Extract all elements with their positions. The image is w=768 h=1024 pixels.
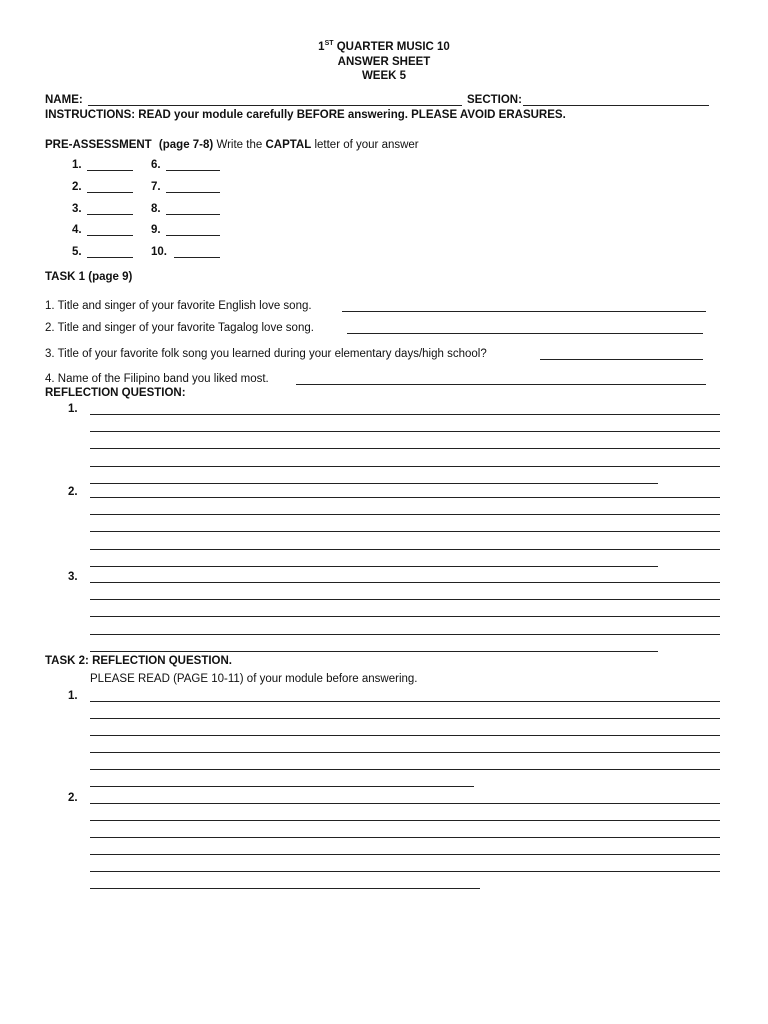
pre-item-number: 9. [151,224,161,236]
pre-answer-blank[interactable] [174,257,220,258]
pre-answer-blank[interactable] [87,257,133,258]
task2-answer-line[interactable] [90,735,720,736]
task1-page: (page 9) [88,271,133,283]
reflection-answer-line[interactable] [90,431,720,432]
pre-assessment-instr-a: Write the [216,139,263,151]
pre-answer-blank[interactable] [166,192,220,193]
task1-heading [45,270,132,284]
reflection-number: 2. [68,486,78,498]
pre-answer-blank[interactable] [87,214,133,215]
pre-assessment-page: (page 7-8) [158,139,214,151]
section-label: SECTION: [467,94,522,106]
task2-answer-line[interactable] [90,752,720,753]
pre-item-number: 3. [72,203,82,215]
pre-item-number: 1. [72,159,82,171]
task2-answer-line[interactable] [90,803,720,804]
reflection-number: 3. [68,571,78,583]
pre-assessment-label: PRE-ASSESSMENT [45,139,152,151]
reflection-heading: REFLECTION QUESTION: [45,387,186,399]
pre-answer-blank[interactable] [87,170,133,171]
pre-assessment-instr-b: CAPTAL [265,139,312,151]
quarter-superscript: ST [324,40,334,47]
answer-sheet-title: ANSWER SHEET [337,56,431,68]
week-title: WEEK 5 [361,70,407,82]
pre-item-number: 6. [151,159,161,171]
reflection-answer-line[interactable] [90,483,658,484]
task2-answer-line[interactable] [90,701,720,702]
reflection-answer-line[interactable] [90,634,720,635]
pre-assessment-heading [45,138,419,152]
task2-answer-line[interactable] [90,769,720,770]
task2-answer-line[interactable] [90,718,720,719]
task1-answer-3[interactable] [540,359,703,360]
reflection-number: 1. [68,403,78,415]
reflection-answer-line[interactable] [90,466,720,467]
pre-answer-blank[interactable] [166,170,220,171]
pre-answer-blank[interactable] [87,235,133,236]
task1-question-1: 1. Title and singer of your favorite English love song. [45,300,312,312]
reflection-answer-line[interactable] [90,549,720,550]
quarter-number: 1 [318,41,325,53]
reflection-answer-line[interactable] [90,616,720,617]
pre-item-number: 4. [72,224,82,236]
task2-answer-line[interactable] [90,871,720,872]
task2-instruction: PLEASE READ (PAGE 10-11) of your module before answering. [90,673,418,685]
pre-item-number: 5. [72,246,82,258]
pre-answer-blank[interactable] [87,192,133,193]
task2-answer-line[interactable] [90,854,720,855]
reflection-answer-line[interactable] [90,448,720,449]
task1-question-2: 2. Title and singer of your favorite Tagalog love song. [45,322,314,334]
task2-number: 1. [68,690,78,702]
quarter-title [0,40,768,54]
task2-number: 2. [68,792,78,804]
reflection-answer-line[interactable] [90,582,720,583]
instructions: INSTRUCTIONS: READ your module carefully BEFORE answering. PLEASE AVOID ERASURES. [45,109,566,121]
reflection-answer-line[interactable] [90,531,720,532]
task2-answer-line[interactable] [90,888,480,889]
task2-answer-line[interactable] [90,820,720,821]
quarter-title-text: QUARTER MUSIC 10 [336,41,450,53]
task1-answer-1[interactable] [342,311,706,312]
pre-item-number: 7. [151,181,161,193]
pre-assessment-instr-c: letter of your answer [314,139,419,151]
pre-answer-blank[interactable] [166,214,220,215]
pre-item-number: 8. [151,203,161,215]
task2-answer-line[interactable] [90,786,474,787]
task2-heading: TASK 2: REFLECTION QUESTION. [45,655,232,667]
section-field[interactable] [523,105,709,106]
pre-answer-blank[interactable] [166,235,220,236]
pre-item-number: 10. [151,246,167,258]
task1-title: TASK 1 [45,271,86,283]
reflection-answer-line[interactable] [90,599,720,600]
task2-answer-line[interactable] [90,837,720,838]
reflection-answer-line[interactable] [90,566,658,567]
reflection-answer-line[interactable] [90,514,720,515]
reflection-answer-line[interactable] [90,497,720,498]
name-label: NAME: [45,94,83,106]
task1-question-4: 4. Name of the Filipino band you liked most. [45,373,269,385]
task1-answer-2[interactable] [347,333,703,334]
task1-answer-4[interactable] [296,384,706,385]
name-field[interactable] [88,105,462,106]
reflection-answer-line[interactable] [90,414,720,415]
pre-item-number: 2. [72,181,82,193]
task1-question-3: 3. Title of your favorite folk song you learned during your elementary days/high school? [45,348,487,360]
reflection-answer-line[interactable] [90,651,658,652]
